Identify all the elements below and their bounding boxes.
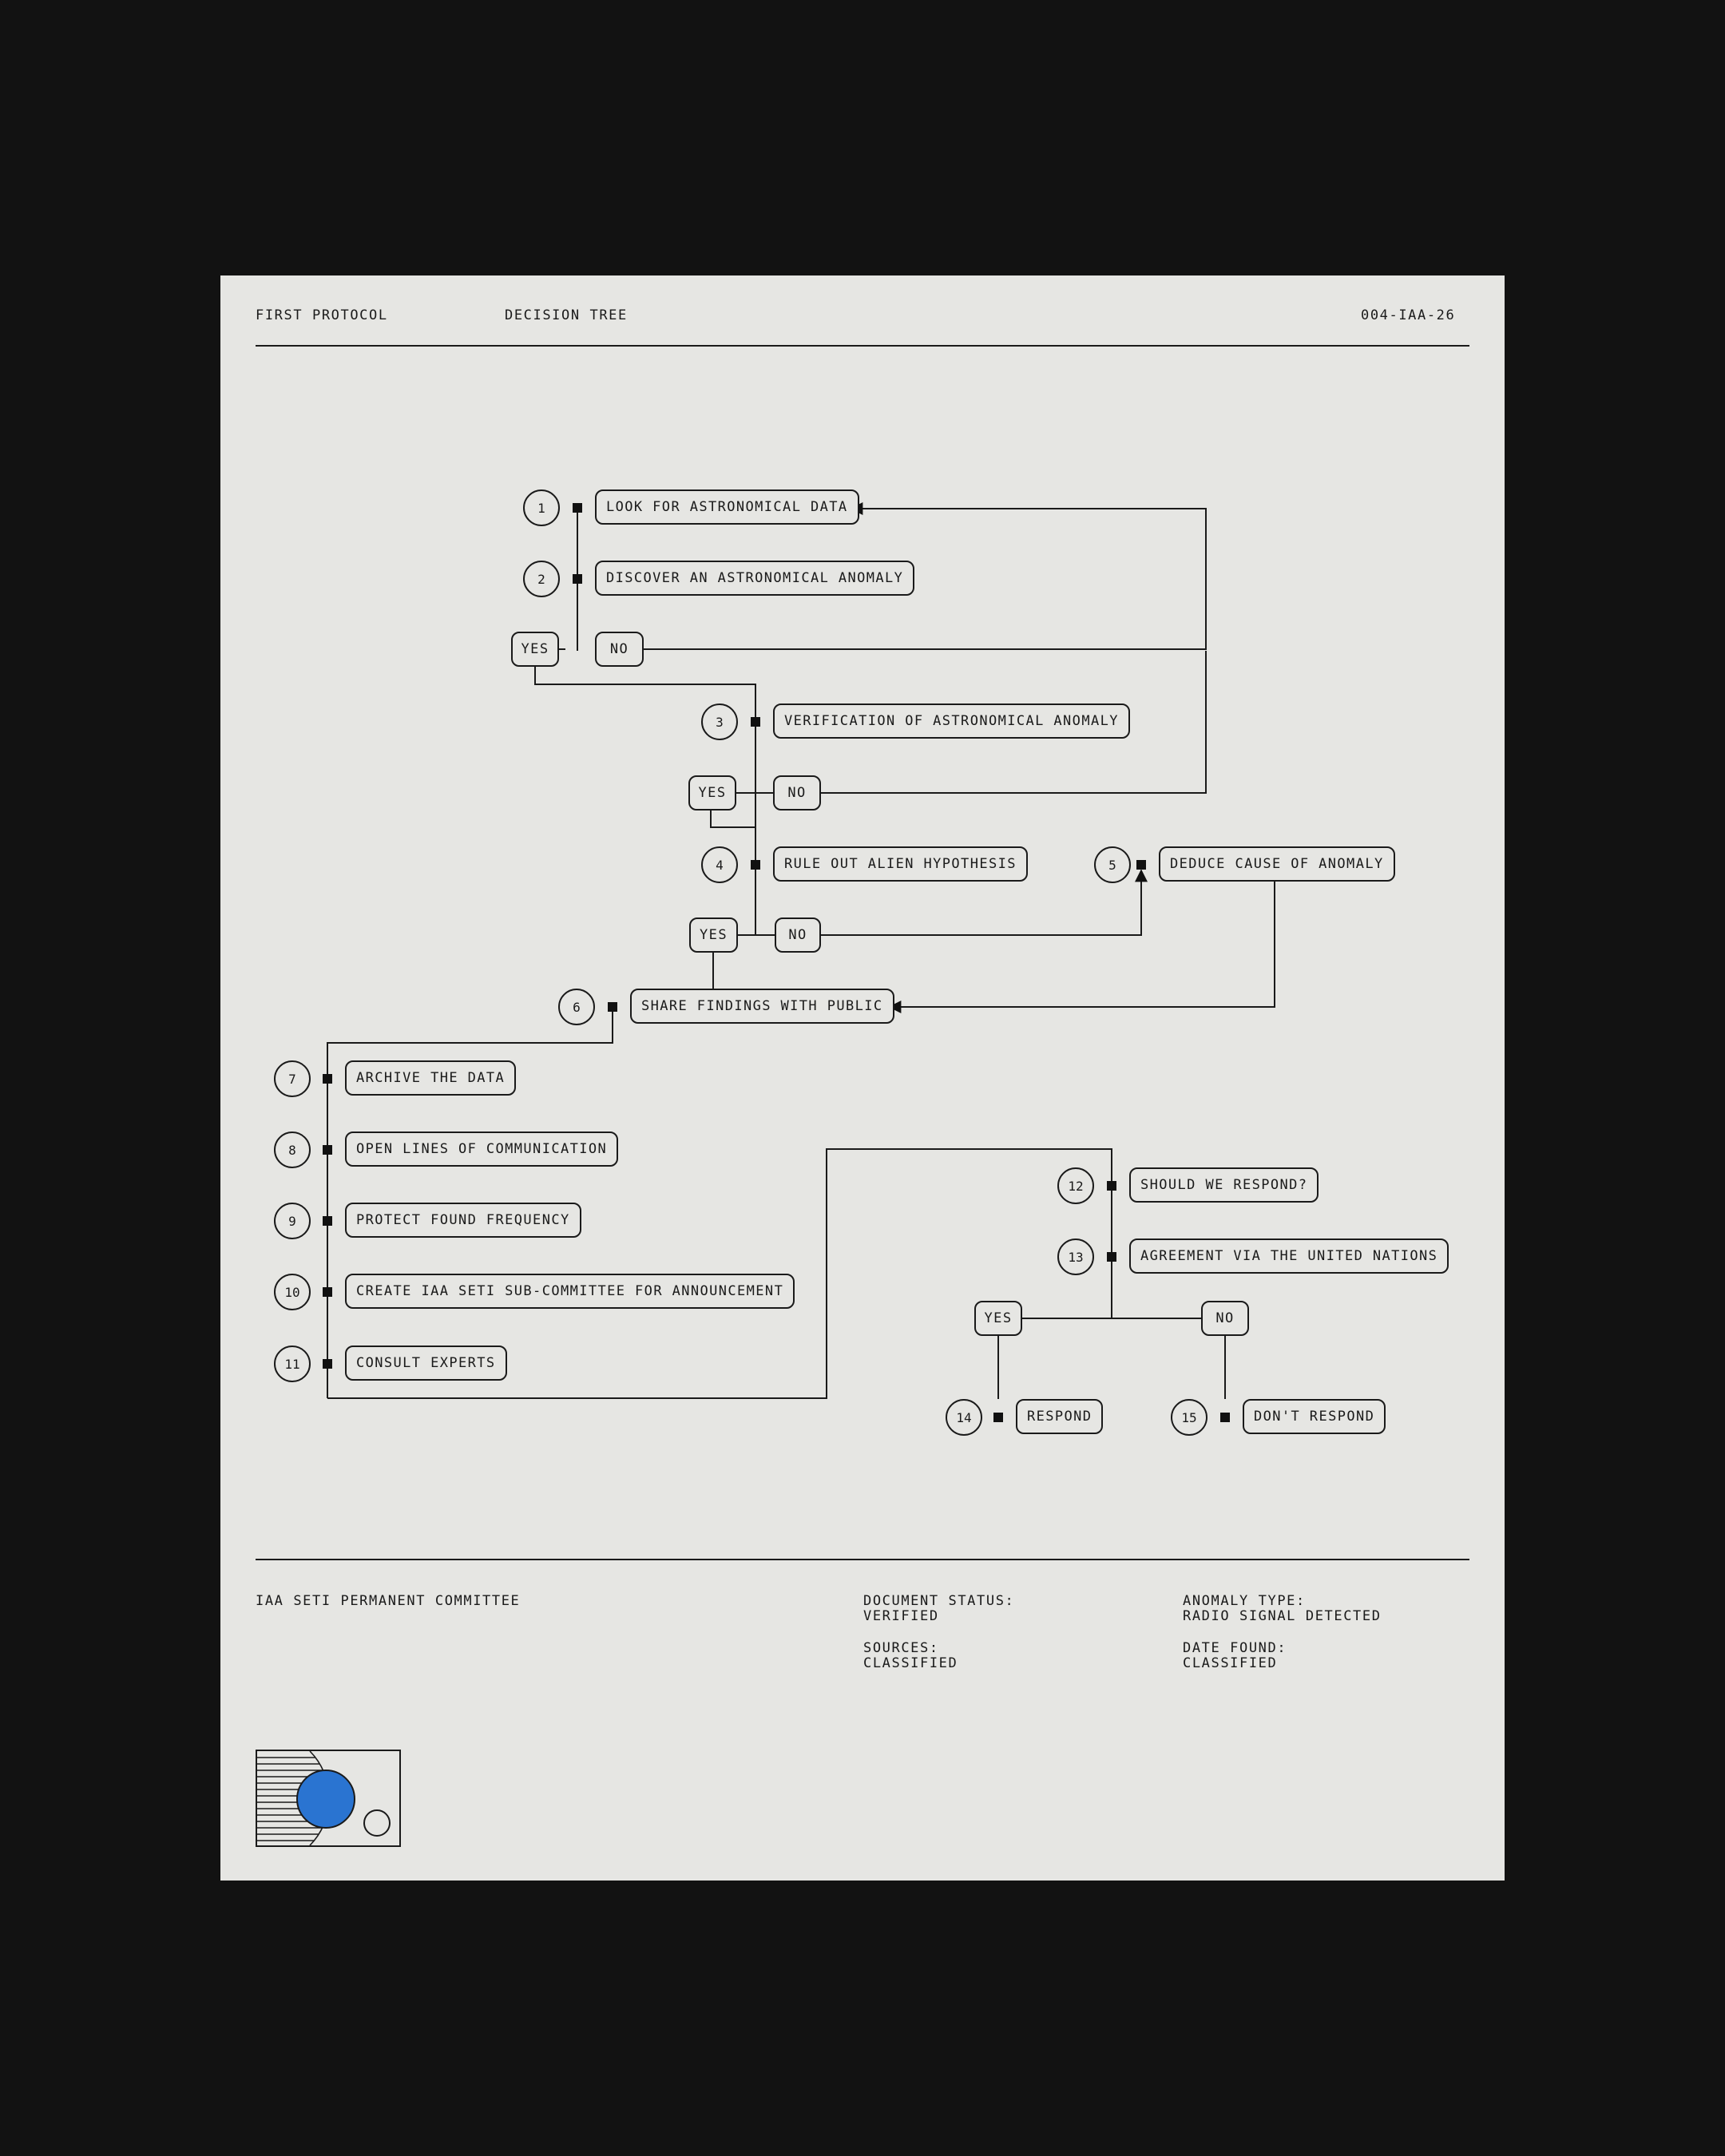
node-marker [573, 503, 582, 513]
doc-title: FIRST PROTOCOL [256, 307, 388, 323]
node-marker [1107, 1252, 1116, 1262]
doc-subtitle: DECISION TREE [505, 307, 628, 323]
connector-5-6 [890, 882, 1275, 1007]
step-1-box[interactable]: LOOK FOR ASTRONOMICAL DATA [595, 489, 859, 525]
node-marker [573, 574, 582, 584]
step-6-number: 6 [558, 989, 595, 1025]
node-marker [993, 1413, 1003, 1422]
node-marker [608, 1002, 617, 1012]
anomaly-value: RADIO SIGNAL DETECTED [1183, 1608, 1382, 1624]
step-14-box[interactable]: RESPOND [1016, 1399, 1103, 1434]
sources-value: CLASSIFIED [863, 1655, 958, 1671]
step-6-box[interactable]: SHARE FINDINGS WITH PUBLIC [630, 989, 894, 1024]
decision-4-no[interactable]: NO [1201, 1301, 1249, 1336]
step-2-box[interactable]: DISCOVER AN ASTRONOMICAL ANOMALY [595, 561, 914, 596]
document-sheet [220, 275, 1505, 1881]
footer-rule [256, 1559, 1469, 1560]
step-3-box[interactable]: VERIFICATION OF ASTRONOMICAL ANOMALY [773, 703, 1130, 739]
anomaly-label: ANOMALY TYPE: [1183, 1593, 1306, 1609]
status-label: DOCUMENT STATUS: [863, 1593, 1015, 1609]
status-value: VERIFIED [863, 1608, 939, 1624]
step-15-number: 15 [1171, 1399, 1208, 1436]
node-marker [323, 1287, 332, 1297]
decision-4-yes[interactable]: YES [974, 1301, 1022, 1336]
step-10-box[interactable]: CREATE IAA SETI SUB-COMMITTEE FOR ANNOUNCEMENT [345, 1274, 795, 1309]
decision-2-no[interactable]: NO [773, 775, 821, 810]
committee-logo [256, 1750, 401, 1847]
node-marker [323, 1074, 332, 1084]
step-8-box[interactable]: OPEN LINES OF COMMUNICATION [345, 1132, 618, 1167]
step-4-number: 4 [701, 846, 738, 883]
step-5-box[interactable]: DEDUCE CAUSE OF ANOMALY [1159, 846, 1395, 882]
step-3-number: 3 [701, 703, 738, 740]
step-8-number: 8 [274, 1132, 311, 1168]
node-marker [1220, 1413, 1230, 1422]
step-12-box[interactable]: SHOULD WE RESPOND? [1129, 1167, 1319, 1203]
step-2-number: 2 [523, 561, 560, 597]
node-marker [751, 860, 760, 870]
doc-code: 004-IAA-26 [1361, 307, 1456, 323]
step-13-number: 13 [1057, 1239, 1094, 1275]
sources-label: SOURCES: [863, 1640, 939, 1656]
node-marker [751, 717, 760, 727]
step-9-box[interactable]: PROTECT FOUND FREQUENCY [345, 1203, 581, 1238]
node-marker [323, 1216, 332, 1226]
date-value: CLASSIFIED [1183, 1655, 1278, 1671]
step-9-number: 9 [274, 1203, 311, 1239]
step-7-box[interactable]: ARCHIVE THE DATA [345, 1060, 516, 1096]
step-15-box[interactable]: DON'T RESPOND [1243, 1399, 1386, 1434]
step-7-number: 7 [274, 1060, 311, 1097]
date-label: DATE FOUND: [1183, 1640, 1287, 1656]
decision-1-yes[interactable]: YES [511, 632, 559, 667]
footer-org: IAA SETI PERMANENT COMMITTEE [256, 1593, 521, 1609]
step-5-number: 5 [1094, 846, 1131, 883]
node-marker [323, 1145, 332, 1155]
step-11-number: 11 [274, 1346, 311, 1382]
node-marker [1136, 860, 1146, 870]
decision-1-no[interactable]: NO [595, 632, 644, 667]
step-10-number: 10 [274, 1274, 311, 1310]
step-13-box[interactable]: AGREEMENT VIA THE UNITED NATIONS [1129, 1239, 1449, 1274]
step-4-box[interactable]: RULE OUT ALIEN HYPOTHESIS [773, 846, 1028, 882]
node-marker [1107, 1181, 1116, 1191]
decision-3-no[interactable]: NO [775, 917, 821, 953]
node-marker [323, 1359, 332, 1369]
step-14-number: 14 [946, 1399, 982, 1436]
step-11-box[interactable]: CONSULT EXPERTS [345, 1346, 507, 1381]
decision-3-yes[interactable]: YES [689, 917, 738, 953]
logo-graphic [257, 1751, 399, 1845]
decision-2-yes[interactable]: YES [688, 775, 736, 810]
step-12-number: 12 [1057, 1167, 1094, 1204]
step-1-number: 1 [523, 489, 560, 526]
